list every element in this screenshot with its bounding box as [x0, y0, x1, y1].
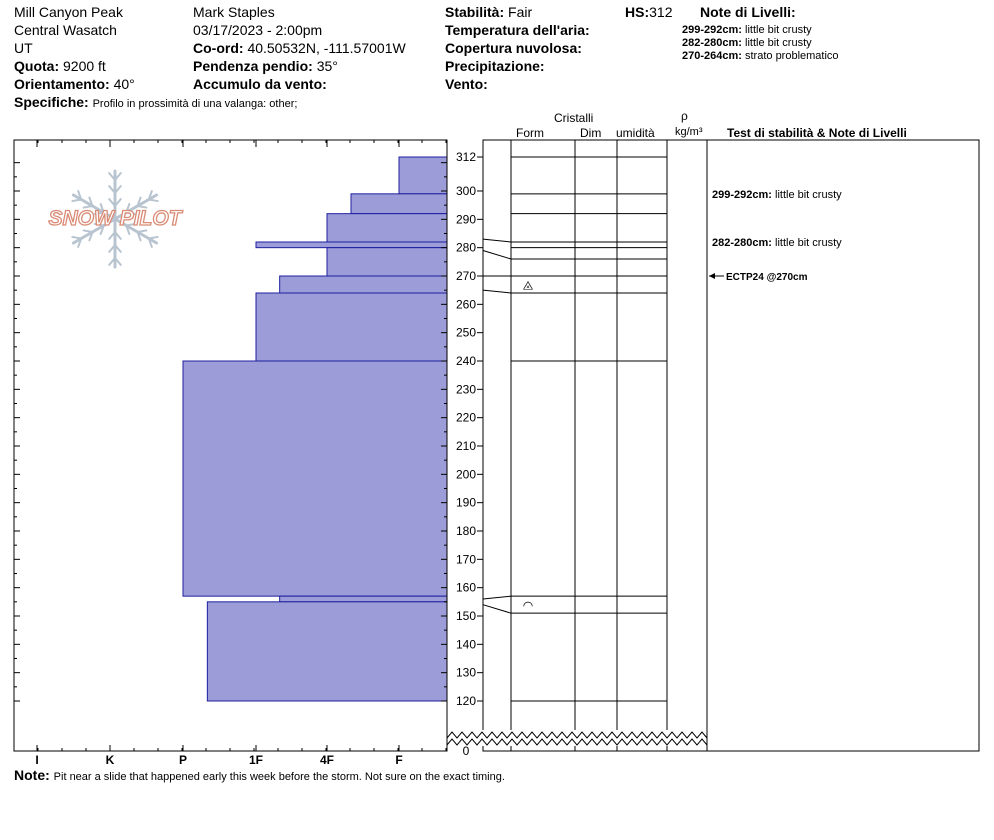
form-header: Form — [516, 126, 544, 140]
boundary-connector — [483, 251, 511, 260]
hardness-layer — [351, 194, 447, 214]
depth-tick-label: 150 — [455, 609, 477, 623]
air-temperature: Temperatura dell'aria: — [445, 22, 590, 38]
hardness-tick-label: P — [178, 753, 188, 767]
moisture-header: umidità — [616, 126, 655, 140]
hardness-layer — [280, 276, 447, 293]
density-unit-header: kg/m³ — [675, 126, 703, 138]
hardness-tick-label: 4F — [319, 753, 335, 767]
depth-tick-label: 240 — [455, 354, 477, 368]
depth-tick-label: 250 — [455, 325, 477, 340]
depth-tick-label: 230 — [455, 382, 477, 397]
hardness-layer — [207, 602, 447, 701]
layer-note-2: 282-280cm: little bit crusty — [682, 37, 812, 49]
hardness-tick-label: K — [105, 753, 115, 767]
hardness-layer — [399, 157, 447, 194]
logo-text: SNOW PILOT — [48, 207, 182, 230]
wind: Vento: — [445, 76, 488, 92]
flake-branch — [149, 237, 158, 239]
hardness-layer — [256, 293, 447, 361]
observer: Mark Staples — [193, 4, 275, 20]
cloud-cover: Copertura nuvolosa: — [445, 40, 582, 56]
stability-notes-header: Test di stabilità & Note di Livelli — [727, 126, 907, 140]
depth-tick-label: 260 — [455, 297, 477, 312]
stability: Stabilità: Fair — [445, 4, 533, 20]
arrow-head-icon — [709, 273, 715, 279]
crystal-symbols — [523, 279, 534, 613]
snowpilot-logo — [49, 171, 184, 267]
wind-loading: Accumulo da vento: — [193, 76, 327, 92]
depth-tick-label: 290 — [455, 212, 477, 227]
depth-tick-label: 280 — [455, 240, 477, 255]
rho-header: ρ — [681, 109, 688, 123]
depth-tick-label: 270 — [455, 269, 477, 283]
specifics: Specifiche: Profilo in prossimità di una valanga: other; — [14, 94, 298, 110]
layer-note-1: 299-292cm: little bit crusty — [682, 24, 812, 36]
depth-tick-label: 160 — [455, 580, 477, 595]
location: Mill Canyon Peak — [14, 4, 123, 20]
depth-tick-label: 200 — [455, 467, 477, 482]
notes-frame — [707, 140, 979, 751]
elevation: Quota: 9200 ft — [14, 58, 106, 74]
footer-note: Note: Pit near a slide that happened early this week before the storm. Not sure on the exact timing. — [14, 767, 505, 783]
stability-notes — [709, 189, 842, 283]
size-header: Dim — [580, 126, 602, 140]
datetime: 03/17/2023 - 2:00pm — [193, 22, 323, 38]
precipitation: Precipitazione: — [445, 58, 545, 74]
state: UT — [14, 40, 33, 56]
layer-note-3: 270-264cm: strato problematico — [682, 50, 839, 62]
hardness-layer — [280, 596, 447, 602]
hardness-tick-label: F — [395, 753, 403, 767]
flake-branch — [72, 200, 81, 202]
flake-branch — [149, 200, 158, 202]
flake-branch — [138, 230, 147, 232]
hardness-layers — [183, 157, 447, 701]
hardness-tick-label: 1F — [248, 753, 264, 767]
layer-note-label: 299-292cm: little bit crusty — [712, 188, 842, 201]
depth-tick-label: 190 — [455, 495, 477, 510]
boundary-connector — [483, 605, 511, 614]
depth-tick-label: 312 — [455, 150, 477, 164]
mountain-range: Central Wasatch — [14, 22, 117, 38]
depth-tick-label: 300 — [455, 184, 477, 198]
depth-tick-label: 210 — [455, 439, 477, 453]
hardness-layer — [183, 361, 447, 596]
crystals-header: Cristalli — [554, 111, 594, 125]
hardness-tick-label: I — [35, 753, 39, 767]
coordinates: Co-ord: 40.50532N, -111.57001W — [193, 40, 406, 56]
depth-tick-label: 180 — [455, 524, 477, 538]
boundary-connector — [483, 596, 511, 599]
stability-test-label: ECTP24 @270cm — [726, 272, 808, 283]
depth-tick-label: 120 — [455, 694, 477, 708]
crystal-form-symbol: ⨻ — [522, 278, 534, 293]
boundary-connector — [483, 239, 511, 242]
slope-angle: Pendenza pendio: 35° — [193, 58, 338, 74]
profile-frames — [14, 140, 979, 751]
hardness-layer — [327, 214, 447, 242]
layer-note-label: 282-280cm: little bit crusty — [712, 237, 842, 249]
depth-tick-label: 220 — [455, 410, 477, 425]
boundary-connector — [483, 290, 511, 293]
crystal-frame — [483, 140, 707, 751]
layer-notes-title: Note di Livelli: — [700, 4, 796, 20]
hardness-layer — [256, 242, 447, 248]
flake-branch — [84, 230, 93, 232]
depth-tick-label: 140 — [455, 637, 477, 652]
snow-height: HS:312 — [625, 4, 673, 20]
depth-tick-label: 130 — [455, 665, 477, 680]
depth-tick-label: 0 — [462, 744, 470, 758]
flake-branch — [72, 237, 81, 239]
hardness-layer — [327, 248, 447, 276]
crystal-form-symbol: ◠ — [522, 598, 534, 613]
depth-tick-label: 170 — [455, 552, 477, 567]
aspect: Orientamento: 40° — [14, 76, 135, 92]
